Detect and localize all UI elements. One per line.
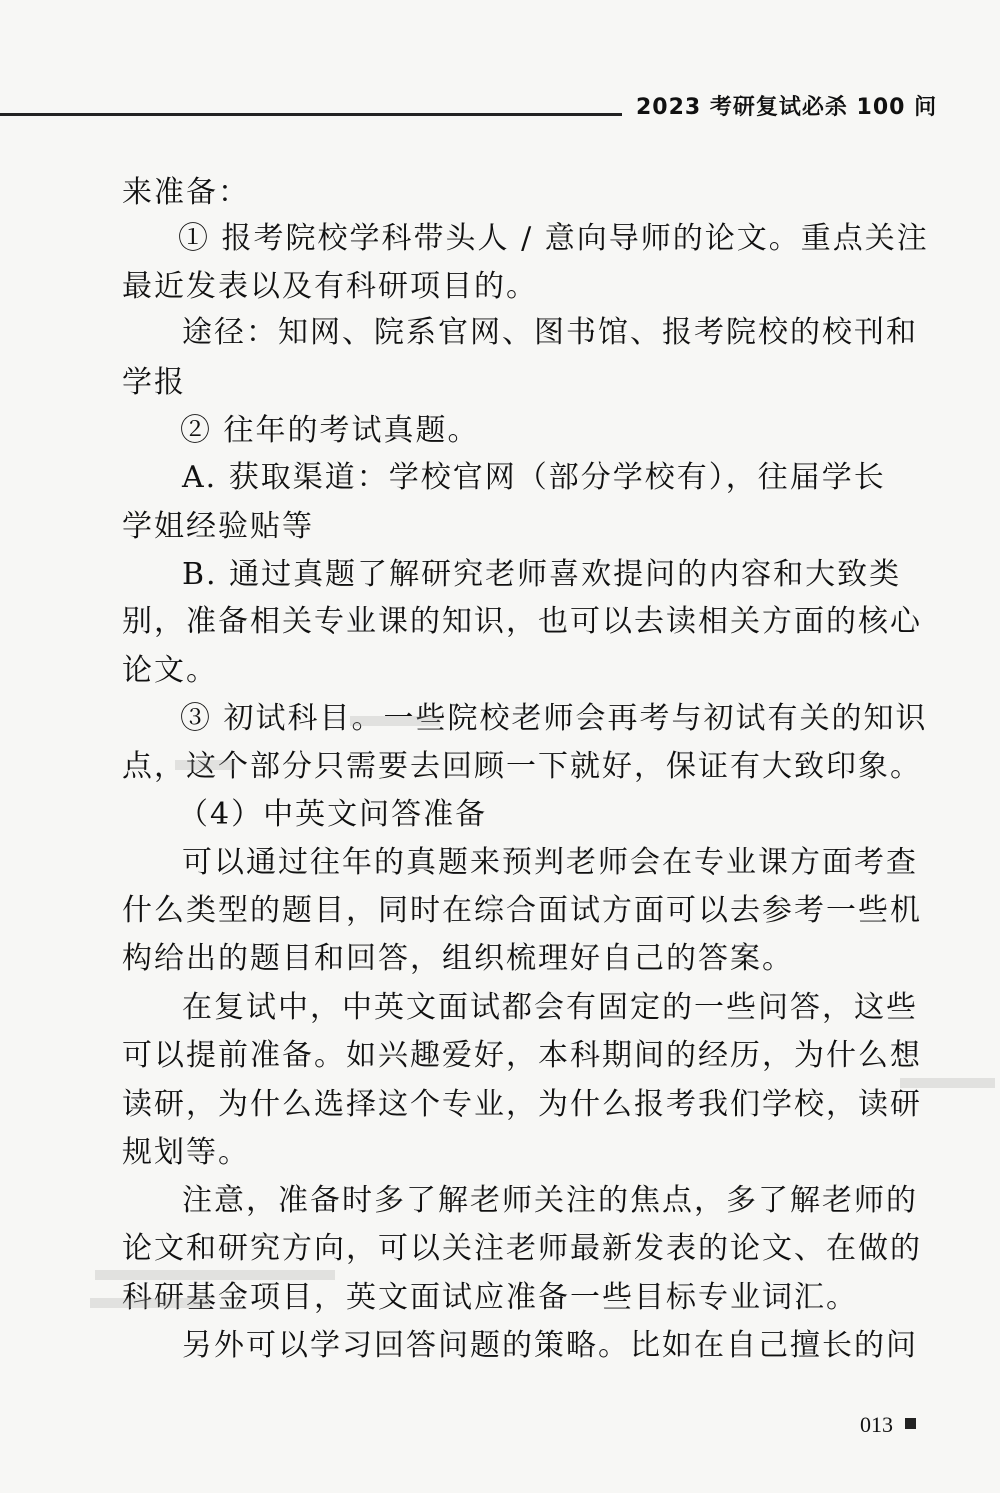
text-line: 来准备： <box>122 175 250 210</box>
text-line: 途径：知网、院系官网、图书馆、报考院校的校刊和 <box>182 315 918 350</box>
page-number-square-icon <box>905 1418 916 1429</box>
scan-artifact <box>350 716 440 726</box>
text-line: 论文和研究方向，可以关注老师最新发表的论文、在做的 <box>122 1231 922 1266</box>
text-line: 科研基金项目，英文面试应准备一些目标专业词汇。 <box>122 1280 858 1315</box>
text-line: A. 获取渠道：学校官网（部分学校有），往届学长 <box>182 460 886 495</box>
text-line: 点，这个部分只需要去回顾一下就好，保证有大致印象。 <box>122 749 922 784</box>
text-line: 论文。 <box>122 653 218 688</box>
text-line: 可以提前准备。如兴趣爱好，本科期间的经历，为什么想 <box>122 1038 922 1073</box>
text-line: 读研，为什么选择这个专业，为什么报考我们学校，读研 <box>122 1087 922 1122</box>
text-line: 别，准备相关专业课的知识，也可以去读相关方面的核心 <box>122 604 922 639</box>
text-line: 构给出的题目和回答，组织梳理好自己的答案。 <box>122 941 794 976</box>
page-number: 013 <box>860 1412 893 1437</box>
text-line: ③ 初试科目。一些院校老师会再考与初试有关的知识 <box>180 701 928 736</box>
text-line: 在复试中，中英文面试都会有固定的一些问答，这些 <box>182 990 918 1025</box>
scan-artifact <box>900 1078 995 1088</box>
text-line: 可以通过往年的真题来预判老师会在专业课方面考查 <box>182 845 918 880</box>
text-line: ① 报考院校学科带头人 / 意向导师的论文。重点关注 <box>178 221 929 256</box>
text-line: 另外可以学习回答问题的策略。比如在自己擅长的问 <box>182 1328 918 1363</box>
text-line: 最近发表以及有科研项目的。 <box>122 269 538 304</box>
text-line: 学报 <box>122 365 186 400</box>
text-line: 什么类型的题目，同时在综合面试方面可以去参考一些机 <box>122 893 922 928</box>
text-line: 学姐经验贴等 <box>122 509 314 544</box>
scan-artifact <box>175 760 235 770</box>
running-header-title: 2023 考研复试必杀 100 问 <box>636 95 938 120</box>
text-line: 注意，准备时多了解老师关注的焦点，多了解老师的 <box>182 1183 918 1218</box>
header-rule <box>0 113 622 116</box>
text-line: B. 通过真题了解研究老师喜欢提问的内容和大致类 <box>182 557 902 592</box>
scan-artifact <box>90 1298 210 1308</box>
text-line: 规划等。 <box>122 1135 250 1170</box>
scan-artifact <box>95 1270 335 1280</box>
text-line: ② 往年的考试真题。 <box>180 413 480 448</box>
section-heading: （4）中英文问答准备 <box>178 797 488 832</box>
